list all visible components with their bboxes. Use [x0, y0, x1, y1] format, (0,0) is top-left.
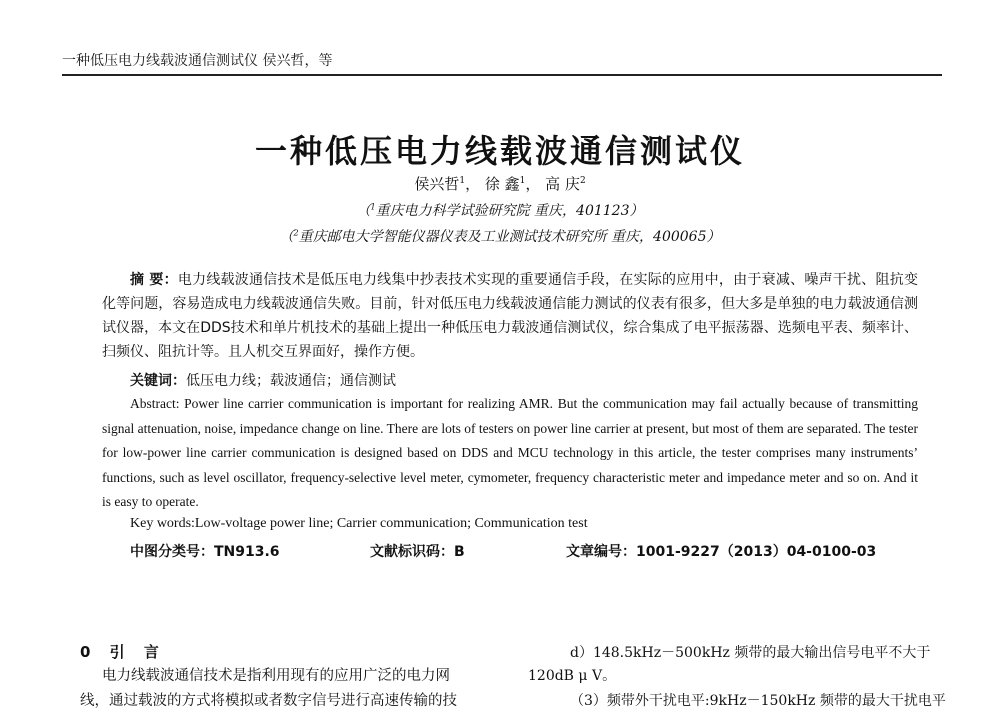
abstract-zh-text: 电力线载波通信技术是低压电力线集中抄表技术实现的重要通信手段，在实际的应用中，由于衰减、噪声干扰、阻抗变化等问题，容易造成电力线载波通信失败。目前，针对低压电力线载波通信能力测试的仪表有很多，但大多是单独的电力载波通信测试仪器，本文在DDS技术和单片机技术的基础上提出一种低压电力载波通信测试仪，综合集成了电平振荡器、选频电平表、频率计、扫频仪、阻抗计等。且人机交互界面好，操作方便。 [102, 272, 919, 360]
author-2: 徐 鑫 [484, 175, 520, 193]
abstract-zh-label: 摘 要： [130, 272, 178, 288]
intro-line-2: 线，通过载波的方式将模拟或者数字信号进行高速传输的技 [80, 693, 457, 709]
section-0-heading [80, 641, 159, 662]
paper-title: 一种低压电力线载波通信测试仪 [254, 132, 745, 170]
author-1: 侯兴哲 [414, 175, 460, 193]
affiliation-1-text: 重庆电力科学试验研究院 重庆，401123 [375, 203, 630, 219]
abstract-english: Abstract: Power line carrier communication is important for realizing AMR. But the communication may fail actually because of transmitting signal attenuation, noise, impedance change on line. There are lots of testers on power line carrier at present, but most of them are separated. The tester for low-power line carrier communication is designed based on DDS and MCU technology in this article, the tester comprises many instruments’ functions, such as level oscillator, frequency-selective level meter, cymometer, frequency characteristic meter and impedance meter and so on. And it is easy to operate. [102, 396, 918, 509]
author-3: 高 庆 [545, 175, 580, 193]
intro-line-1: 电力线载波通信技术是指利用现有的应用广泛的电力网 [102, 668, 450, 684]
clc-number: 中图分类号：TN913.6 [130, 544, 280, 560]
section-0-number: 0 [80, 643, 91, 661]
document-code: 文献标识码：B [370, 544, 465, 560]
right-col-line-1: d）148.5kHz－500kHz 频带的最大输出信号电平不大于 [570, 645, 931, 661]
keywords-english: Key words:Low-voltage power line; Carrier communication; Communication test [130, 516, 588, 531]
author-3-sup: 2 [579, 176, 586, 186]
affiliation-2-sup: 2 [293, 228, 299, 238]
article-number: 文章编号：1001-9227（2013）04-0100-03 [566, 544, 877, 560]
right-col-line-3: （3）频带外干扰电平:9kHz－150kHz 频带的最大干扰电平 [570, 693, 946, 709]
affiliation-1-sup: 1 [370, 202, 376, 212]
affiliation-2: （$^2$重庆邮电大学智能仪器仪表及工业测试技术研究所 重庆，400065） [279, 228, 721, 245]
author-2-sup: 1 [519, 176, 526, 186]
author-1-sup: 1 [459, 176, 466, 186]
section-0-title: 引 言 [109, 643, 159, 661]
affiliation-2-text: 重庆邮电大学智能仪器仪表及工业测试技术研究所 重庆，400065 [298, 229, 707, 245]
keywords-zh-text: 低压电力线；载波通信；通信测试 [186, 373, 396, 389]
keywords-zh-label: 关键词： [130, 373, 186, 389]
keywords-chinese [130, 370, 396, 390]
affiliation-1: （$^1$重庆电力科学试验研究院 重庆，401123） [356, 202, 644, 219]
abstract-chinese [102, 268, 918, 364]
author-line: 侯兴哲$^1$， 徐 鑫$^1$， 高 庆$^2$ [414, 175, 586, 193]
running-head: 一种低压电力线载波通信测试仪 侯兴哲，等 [62, 50, 942, 76]
right-col-line-2: 120dB μ V。 [528, 668, 617, 684]
